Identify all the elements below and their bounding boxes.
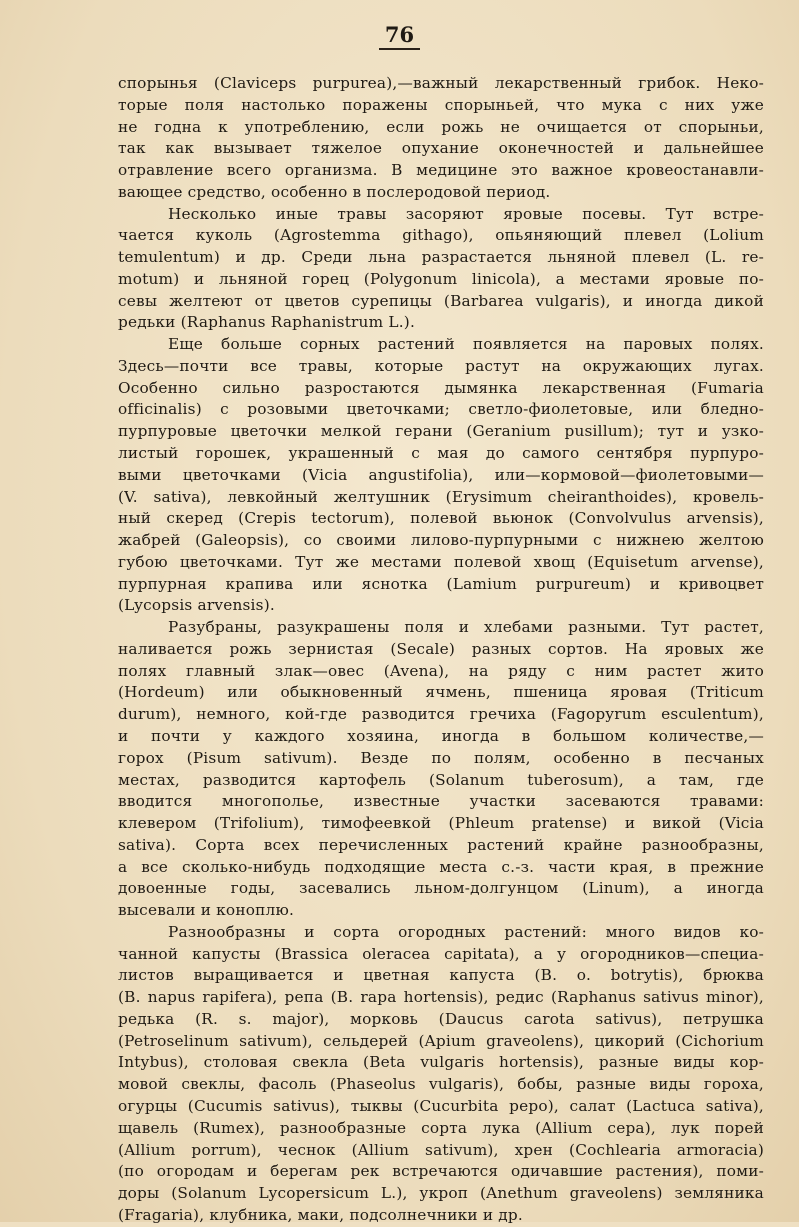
- text-line: вводится многополье, известные участки засеваются травами:: [118, 792, 764, 811]
- text-line: севы желтеют от цветов сурепицы (Barbarea vulgaris), и иногда дикой: [118, 291, 764, 310]
- body-text: [118, 73, 764, 1227]
- text-line: чанной капусты (Brassica oleracea capitata), а у огородников—специа-: [118, 944, 764, 963]
- text-line: Здесь—почти все травы, которые растут на окружающих лугах.: [118, 356, 764, 375]
- text-line: щавель (Rumex), разнообразные сорта лука (Allium cepa), лук порей: [118, 1118, 764, 1137]
- text-line: а все сколько-нибудь подходящие места с.-з. части края, в прежние: [118, 857, 764, 876]
- text-line: листов выращивается и цветная капуста (B. o. botrytis), брюква: [118, 966, 764, 985]
- text-line: пурпуровые цветочки мелкой герани (Geranium pusillum); тут и узко-: [118, 422, 764, 441]
- text-line: жабрей (Galeopsis), со своими лилово-пурпурными с нижнею желтою: [118, 531, 764, 550]
- text-line: наливается рожь зернистая (Secale) разных сортов. На яровых же: [118, 639, 764, 658]
- text-line: и почти у каждого хозяина, иногда в большом количестве,—: [118, 726, 764, 745]
- text-line: temulentum) и др. Среди льна разрастается льняной плевел (L. re-: [118, 248, 764, 267]
- text-line: (Fragaria), клубника, маки, подсолнечники и др.: [118, 1205, 523, 1224]
- text-line: огурцы (Cucumis sativus), тыквы (Cucurbita pepo), салат (Lactuca sativa),: [118, 1096, 764, 1115]
- text-line: motum) и льняной горец (Polygonum linicola), а местами яровые по-: [118, 269, 764, 288]
- text-line: доры (Solanum Lycopersicum L.), укроп (Anethum graveolens) земляника: [118, 1184, 764, 1203]
- text-line: Особенно сильно разростаются дымянка лекарственная (Fumaria: [118, 378, 764, 397]
- text-line: (Allium porrum), чеснок (Allium sativum), хрен (Cochlearia armoracia): [118, 1140, 764, 1159]
- text-line: Разнообразны и сорта огородных растений: много видов ко-: [168, 922, 764, 941]
- text-line: пурпурная крапива или яснотка (Lamium purpureum) и кривоцвет: [118, 574, 764, 593]
- text-line: (V. sativa), левкойный желтушник (Erysimum cheiranthoides), кровель-: [118, 487, 764, 506]
- text-line: листый горошек, украшенный с мая до самого сентября пурпуро-: [118, 444, 764, 463]
- text-line: (Hordeum) или обыкновенный ячмень, пшеница яровая (Triticum: [118, 683, 764, 702]
- page-number: [0, 22, 799, 50]
- text-line: ный скеред (Crepis tectorum), полевой вьюнок (Convolvulus arvensis),: [118, 509, 764, 528]
- text-line: губою цветочками. Тут же местами полевой хвощ (Equisetum arvense),: [118, 552, 764, 571]
- text-line: клевером (Trifolium), тимофеевкой (Phleum pratense) и викой (Vicia: [118, 814, 764, 833]
- text-line: чается куколь (Agrostemma githago), опьяняющий плевел (Lolium: [118, 226, 764, 245]
- text-line: вающее средство, особенно в послеродовой период.: [118, 182, 551, 201]
- text-line: durum), немного, кой-где разводится гречиха (Fagopyrum esculentum),: [118, 705, 764, 724]
- page-number-text: 76: [379, 22, 420, 50]
- text-line: (Lycopsis arvensis).: [118, 596, 275, 615]
- text-line: полях главный злак—овес (Avena), на ряду с ним растет жито: [118, 661, 764, 680]
- text-line: местах, разводится картофель (Solanum tuberosum), а там, где: [118, 770, 764, 789]
- text-line: редька (R. s. major), морковь (Daucus carota sativus), петрушка: [118, 1009, 764, 1028]
- text-line: довоенные годы, засевались льном-долгунцом (Linum), а иногда: [118, 879, 764, 898]
- text-line: так как вызывает тяжелое опухание оконечностей и дальнейшее: [118, 139, 764, 158]
- text-line: (Petroselinum sativum), сельдерей (Apium graveolens), цикорий (Cichorium: [118, 1031, 764, 1050]
- text-line: отравление всего организма. В медицине это важное кровеостанавли-: [118, 161, 764, 180]
- text-line: Еще больше сорных растений появляется на паровых полях.: [168, 335, 764, 354]
- text-line: высевали и коноплю.: [118, 901, 295, 920]
- text-line: мовой свеклы, фасоль (Phaseolus vulgaris), бобы, разные виды гороха,: [118, 1075, 764, 1094]
- text-line: Несколько иные травы засоряют яровые посевы. Тут встре-: [168, 204, 764, 223]
- text-line: горох (Pisum sativum). Везде по полям, особенно в песчаных: [118, 748, 764, 767]
- text-line: officinalis) с розовыми цветочками; светло-фиолетовые, или бледно-: [118, 400, 764, 419]
- text-line: редьки (Raphanus Raphanistrum L.).: [118, 313, 416, 332]
- text-line: спорынья (Claviceps purpurea),—важный лекарственный грибок. Неко-: [118, 74, 764, 92]
- text-line: (B. napus rapifera), репа (B. rapa hortensis), редис (Raphanus sativus minor),: [118, 988, 764, 1007]
- text-line: выми цветочками (Vicia angustifolia), или—кормовой—фиолетовыми—: [118, 465, 764, 484]
- text-line: sativa). Сорта всех перечисленных растений крайне разнообразны,: [118, 835, 764, 854]
- text-line: торые поля настолько поражены спорыньей, что мука с них уже: [118, 95, 764, 114]
- text-line: Разубраны, разукрашены поля и хлебами разными. Тут растет,: [168, 618, 764, 637]
- text-line: не годна к употреблению, если рожь не очищается от спорыньи,: [118, 117, 764, 136]
- text-line: Intybus), столовая свекла (Beta vulgaris hortensis), разные виды кор-: [118, 1053, 764, 1072]
- text-line: (по огородам и берегам рек встречаются одичавшие растения), поми-: [118, 1162, 764, 1181]
